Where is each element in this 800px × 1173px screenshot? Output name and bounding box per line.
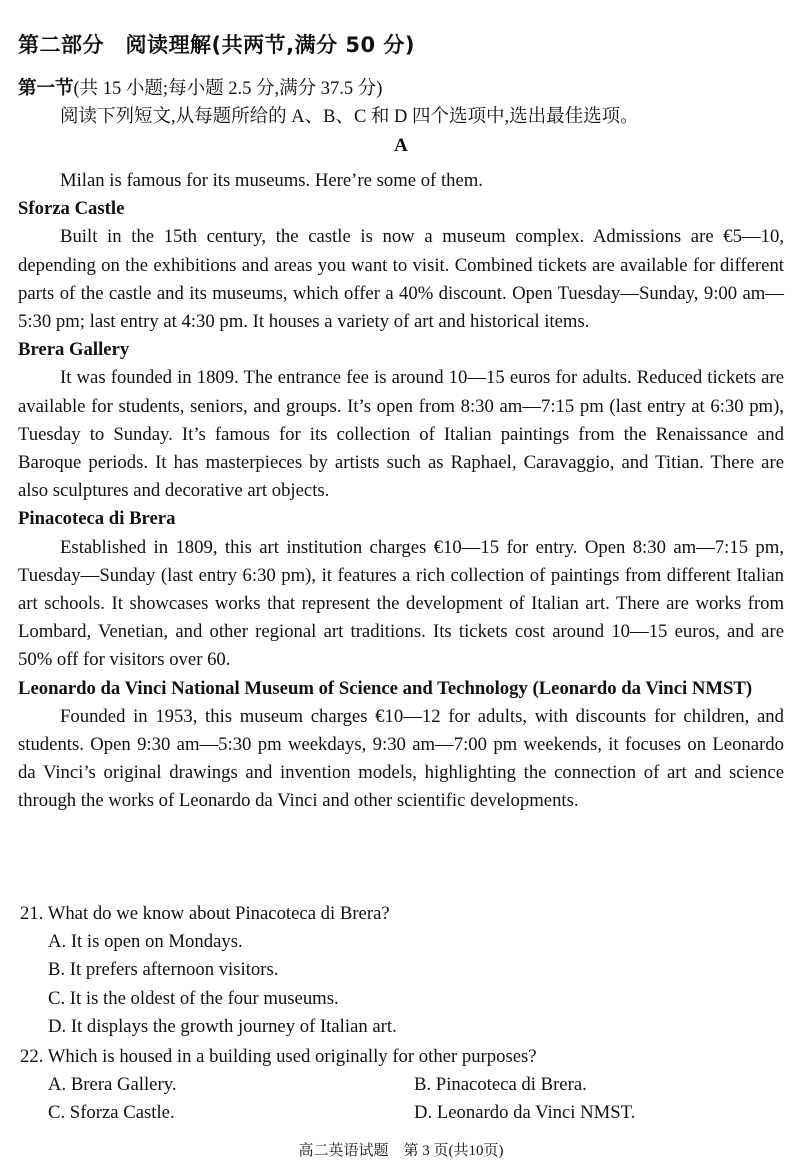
section-heading	[18, 74, 382, 100]
question-22	[18, 1043, 784, 1128]
option-d[interactable]: D. Leonardo da Vinci NMST.	[414, 1102, 636, 1124]
question-stem: 21. What do we know about Pinacoteca di Brera?	[20, 903, 390, 924]
question-number: 22.	[20, 1046, 44, 1067]
passage-letter: A	[394, 135, 408, 156]
passage-intro: Milan is famous for its museums. Here’re some of them.	[60, 170, 483, 191]
section-note: (共 15 小题;每小题 2.5 分,满分 37.5 分)	[73, 79, 383, 99]
question-stem: 22. Which is housed in a building used originally for other purposes?	[20, 1046, 537, 1067]
options-grid	[48, 1071, 784, 1127]
museum-text-nmst: Founded in 1953, this museum charges €10—12 for adults, with discounts for children, and students. Open 9:30 am—5:30 pm weekdays, 9:30 am—7:00 pm weekends, it focuses on Leonardo da Vinci’s original drawings and invention models, highlighting the connection of art and science through the works of Leonardo da Vinci and other scientific developments.	[18, 705, 784, 812]
museum-title-sforza: Sforza Castle	[18, 198, 125, 220]
option-c[interactable]: C. It is the oldest of the four museums.	[48, 987, 339, 1009]
option-a[interactable]: A. It is open on Mondays.	[48, 931, 243, 953]
museum-text-sforza: Built in the 15th century, the castle is now a museum complex. Admissions are €5—10, depending on the exhibitions and areas you want to visit. Combined tickets are available for different parts of the castle and its museums, which offer a 40% discount. Open Tuesday—Sunday, 9:00 am—5:30 pm; last entry at 4:30 pm. It houses a variety of art and historical items.	[18, 226, 784, 333]
question-number: 21.	[20, 903, 44, 924]
passage-body	[18, 167, 784, 816]
page-footer: 高二英语试题 第 3 页(共10页)	[298, 1143, 504, 1159]
option-a[interactable]: A. Brera Gallery.	[48, 1074, 177, 1096]
museum-text-pinacoteca: Established in 1809, this art institution charges €10—15 for entry. Open 8:30 am—7:15 pm, Tuesday—Sunday (last entry 6:30 pm), it features a rich collection of paintings from different Italian art schools. It showcases works that represent the development of Italian art. There are works from Lombard, Venetian, and other regional art traditions. Its tickets cost around 10—15 euros, and are 50% off for visitors over 60.	[18, 536, 784, 671]
instructions: 阅读下列短文,从每题所给的 A、B、C 和 D 四个选项中,选出最佳选项。	[60, 107, 639, 127]
question-21	[18, 900, 784, 1041]
option-c[interactable]: C. Sforza Castle.	[48, 1102, 175, 1124]
option-d[interactable]: D. It displays the growth journey of Italian art.	[48, 1015, 397, 1037]
museum-text-brera-gallery: It was founded in 1809. The entrance fee is around 10—15 euros for adults. Reduced tickets are available for students, seniors, and groups. It’s open from 8:30 am—7:15 pm (last entry at 6:30 pm), Tuesday to Sunday. It’s famous for its collection of Italian paintings from the Renaissance and Baroque periods. It has masterpieces by artists such as Raphael, Caravaggio, and Titian. There are also sculptures and decorative art objects.	[18, 367, 784, 502]
museum-title-pinacoteca: Pinacoteca di Brera	[18, 508, 176, 530]
option-b[interactable]: B. Pinacoteca di Brera.	[414, 1074, 587, 1096]
museum-title-brera-gallery: Brera Gallery	[18, 339, 130, 361]
option-b[interactable]: B. It prefers afternoon visitors.	[48, 959, 279, 981]
part-title: 第二部分 阅读理解(共两节,满分 50 分)	[18, 33, 416, 57]
section-title: 第一节	[18, 78, 74, 99]
museum-title-nmst: Leonardo da Vinci National Museum of Science and Technology (Leonardo da Vinci NMST)	[18, 677, 753, 699]
